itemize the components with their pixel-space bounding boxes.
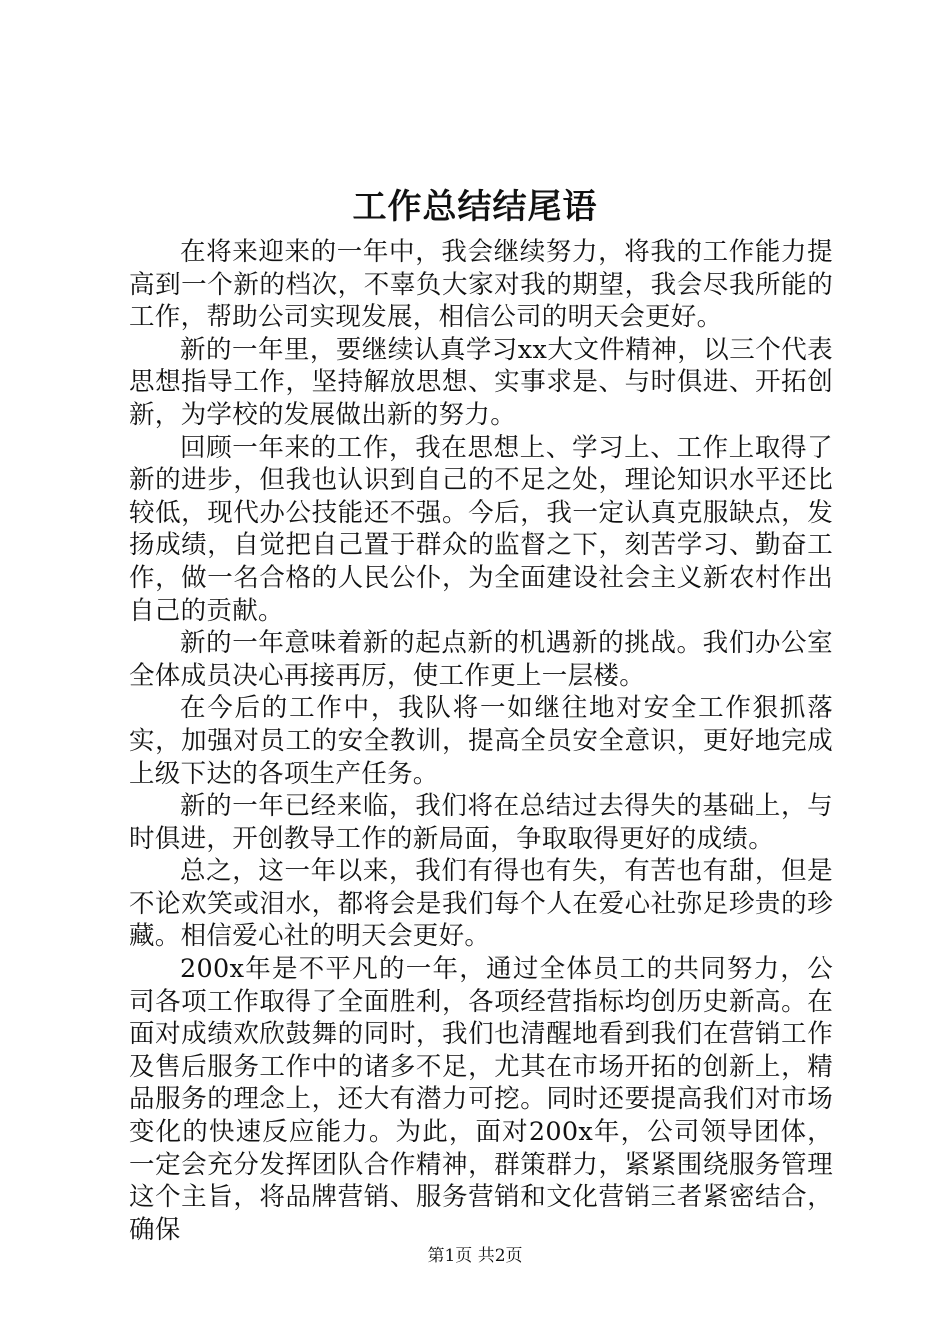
paragraph: 新的一年已经来临，我们将在总结过去得失的基础上，与时俱进，开创教导工作的新局面，争取取得更好的成绩。 xyxy=(129,791,833,854)
paragraph: 回顾一年来的工作，我在思想上、学习上、工作上取得了新的进步，但我也认识到自己的不足之处，理论知识水平还比较低，现代办公技能还不强。今后，我一定认真克服缺点，发扬成绩，自觉把自己置于群众的监督之下，刻苦学习、勤奋工作，做一名合格的人民公仆，为全面建设社会主义新农村作出自己的贡献。 xyxy=(129,432,833,626)
paragraph: 新的一年里，要继续认真学习xx大文件精神，以三个代表思想指导工作，坚持解放思想、实事求是、与时俱进、开拓创新，为学校的发展做出新的努力。 xyxy=(129,334,833,430)
document-body xyxy=(129,236,833,1246)
page-number: 第1页 共2页 xyxy=(427,1246,523,1266)
paragraph: 200x年是不平凡的一年，通过全体员工的共同努力，公司各项工作取得了全面胜利，各项经营指标均创历史新高。在面对成绩欢欣鼓舞的同时，我们也清醒地看到我们在营销工作及售后服务工作中的诸多不足，尤其在市场开拓的创新上，精品服务的理念上，还大有潜力可挖。同时还要提高我们对市场变化的快速反应能力。为此，面对200x年，公司领导团体，一定会充分发挥团队合作精神，群策群力，紧紧围绕服务管理这个主旨，将品牌营销、服务营销和文化营销三者紧密结合，确保 xyxy=(129,954,833,1245)
paragraph: 在将来迎来的一年中，我会继续努力，将我的工作能力提高到一个新的档次，不辜负大家对我的期望，我会尽我所能的工作，帮助公司实现发展，相信公司的明天会更好。 xyxy=(129,237,833,333)
paragraph: 总之，这一年以来，我们有得也有失，有苦也有甜，但是不论欢笑或泪水，都将会是我们每个人在爱心社弥足珍贵的珍藏。相信爱心社的明天会更好。 xyxy=(129,856,833,952)
paragraph: 新的一年意味着新的起点新的机遇新的挑战。我们办公室全体成员决心再接再厉，使工作更上一层楼。 xyxy=(129,628,833,691)
paragraph: 在今后的工作中，我队将一如继往地对安全工作狠抓落实，加强对员工的安全教训，提高全员安全意识，更好地完成上级下达的各项生产任务。 xyxy=(129,693,833,789)
document-title: 工作总结结尾语 xyxy=(352,187,598,227)
